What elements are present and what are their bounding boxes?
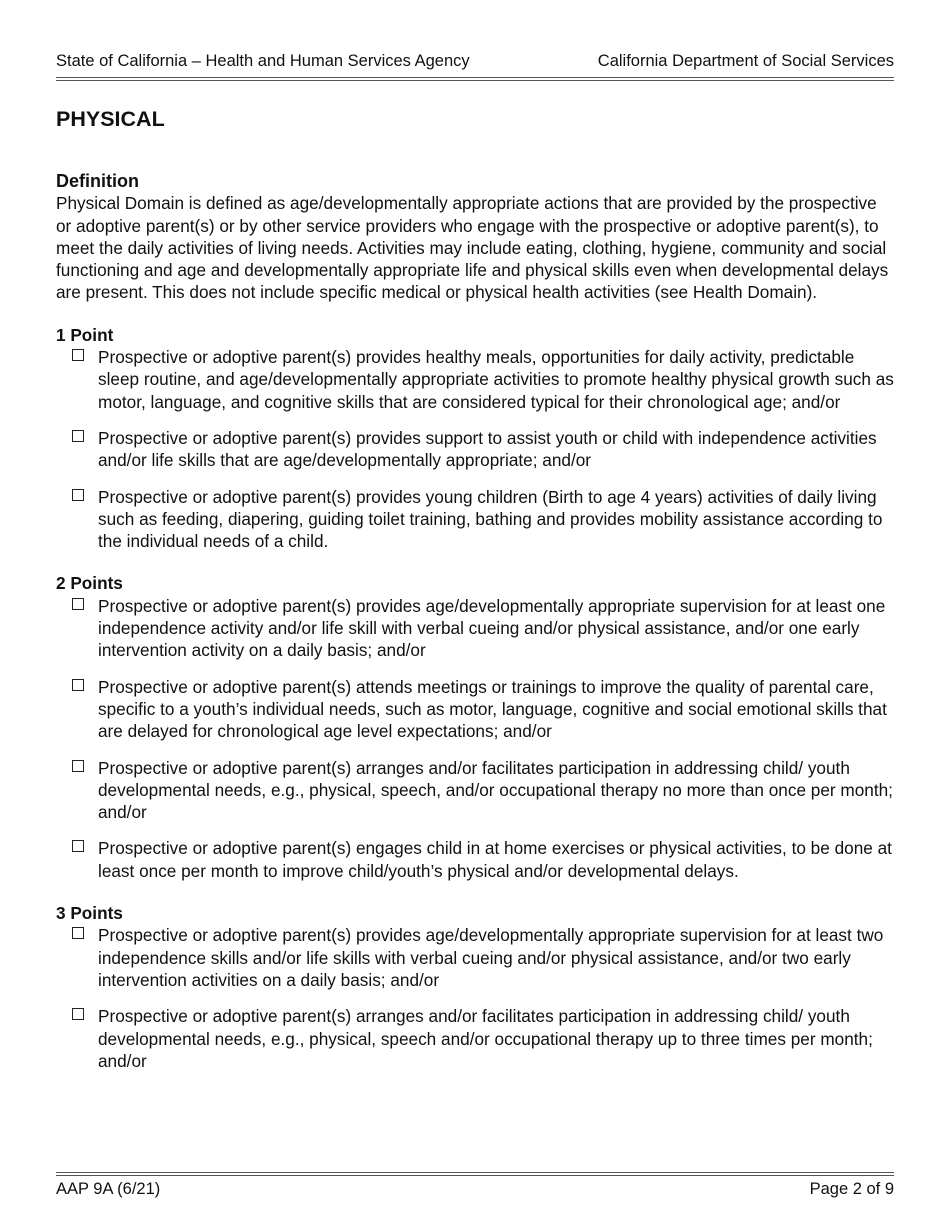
checklist-item-text: Prospective or adoptive parent(s) provides support to assist youth or child with independence activities and/or life skills that are age/developmentally appropriate; and/or: [98, 427, 877, 471]
content-body: [56, 170, 894, 1092]
header-department: California Department of Social Services: [597, 52, 894, 70]
checklist-item-text: Prospective or adoptive parent(s) provides age/developmentally appropriate supervision for at least one independence activity and/or life skill with verbal cueing and/or physical assistance, and/or one early intervention activity on a daily basis; and/or: [98, 595, 886, 661]
checklist-item-text: Prospective or adoptive parent(s) provides age/developmentally appropriate supervision for at least two independence skills and/or life skills with verbal cueing and/or physical assistance, and/or two early intervention activities on a daily basis; and/or: [98, 925, 884, 990]
checklist-item-text: Prospective or adoptive parent(s) arranges and/or facilitates participation in addressing child/ youth developmental needs, e.g., physical, speech and/or occupational therapy up to three times per month; and/or: [98, 1006, 873, 1071]
points-title: 3 Points: [56, 903, 123, 924]
checklist-item: [56, 486, 894, 553]
checklist-item: [56, 346, 894, 413]
points-group-1: [56, 324, 894, 553]
form-number: AAP 9A (6/21): [56, 1180, 161, 1198]
checklist-item: [56, 676, 894, 743]
footer-divider: [56, 1172, 894, 1176]
checklist-item: [56, 1005, 894, 1072]
checkbox[interactable]: [72, 349, 84, 361]
checklist-item: [56, 924, 894, 991]
checkbox[interactable]: [72, 679, 84, 691]
checkbox[interactable]: [72, 840, 84, 852]
checklist-item: [56, 757, 894, 824]
definition-heading: Definition: [56, 171, 139, 191]
page-header: [56, 52, 894, 71]
points-title: 2 Points: [56, 573, 123, 594]
header-divider: [56, 77, 894, 81]
document-page: [56, 0, 894, 1230]
section-title: PHYSICAL: [56, 107, 165, 131]
points-group-2: [56, 572, 894, 882]
checklist-item-text: Prospective or adoptive parent(s) provides healthy meals, opportunities for daily activity, predictable sleep routine, and age/developmentally appropriate activities to promote healthy physical growth such as motor, language, and cognitive skills that are considered typical for their chronological age; and/or: [98, 347, 894, 412]
checklist-item-text: Prospective or adoptive parent(s) attends meetings or trainings to improve the quality of parental care, specific to a youth’s individual needs, such as motor, language, cognitive and social emotional skills that are delayed for chronological age level expectations; and/or: [98, 676, 887, 742]
checklist-item: [56, 427, 894, 472]
header-agency: State of California – Health and Human Services Agency: [56, 52, 470, 70]
checkbox[interactable]: [72, 430, 84, 442]
points-title: 1 Point: [56, 324, 114, 345]
checkbox[interactable]: [72, 760, 84, 772]
checklist-item: [56, 837, 894, 882]
checkbox[interactable]: [72, 1008, 84, 1020]
checklist-item-text: Prospective or adoptive parent(s) engages child in at home exercises or physical activities, to be done at least once per month to improve child/youth’s physical and/or developmental delays.: [98, 838, 892, 881]
checkbox[interactable]: [72, 927, 84, 939]
checkbox[interactable]: [72, 598, 84, 610]
checklist-item: [56, 595, 894, 662]
points-group-3: [56, 902, 894, 1072]
checklist-item-text: Prospective or adoptive parent(s) provides young children (Birth to age 4 years) activities of daily living such as feeding, diapering, guiding toilet training, bathing and provides mobility assistance according to the individual needs of a child.: [98, 486, 883, 552]
checklist-item-text: Prospective or adoptive parent(s) arranges and/or facilitates participation in addressing child/ youth developmental needs, e.g., physical, speech, and/or occupational therapy no more than once per month; and/or: [98, 757, 893, 823]
checkbox[interactable]: [72, 489, 84, 501]
page-number: Page 2 of 9: [809, 1180, 894, 1198]
page-footer: [56, 1180, 894, 1199]
definition-text: Physical Domain is defined as age/developmentally appropriate actions that are provided by the prospective or adoptive parent(s) or by other service providers who engage with the prospective or adoptive parent(s), to meet the daily activities of living needs. Activities may include eating, clothing, hygiene, community and social functioning and age and developmentally appropriate life and physical skills even when developmental delays are present. This does not include specific medical or physical health activities (see Health Domain).: [56, 193, 889, 303]
